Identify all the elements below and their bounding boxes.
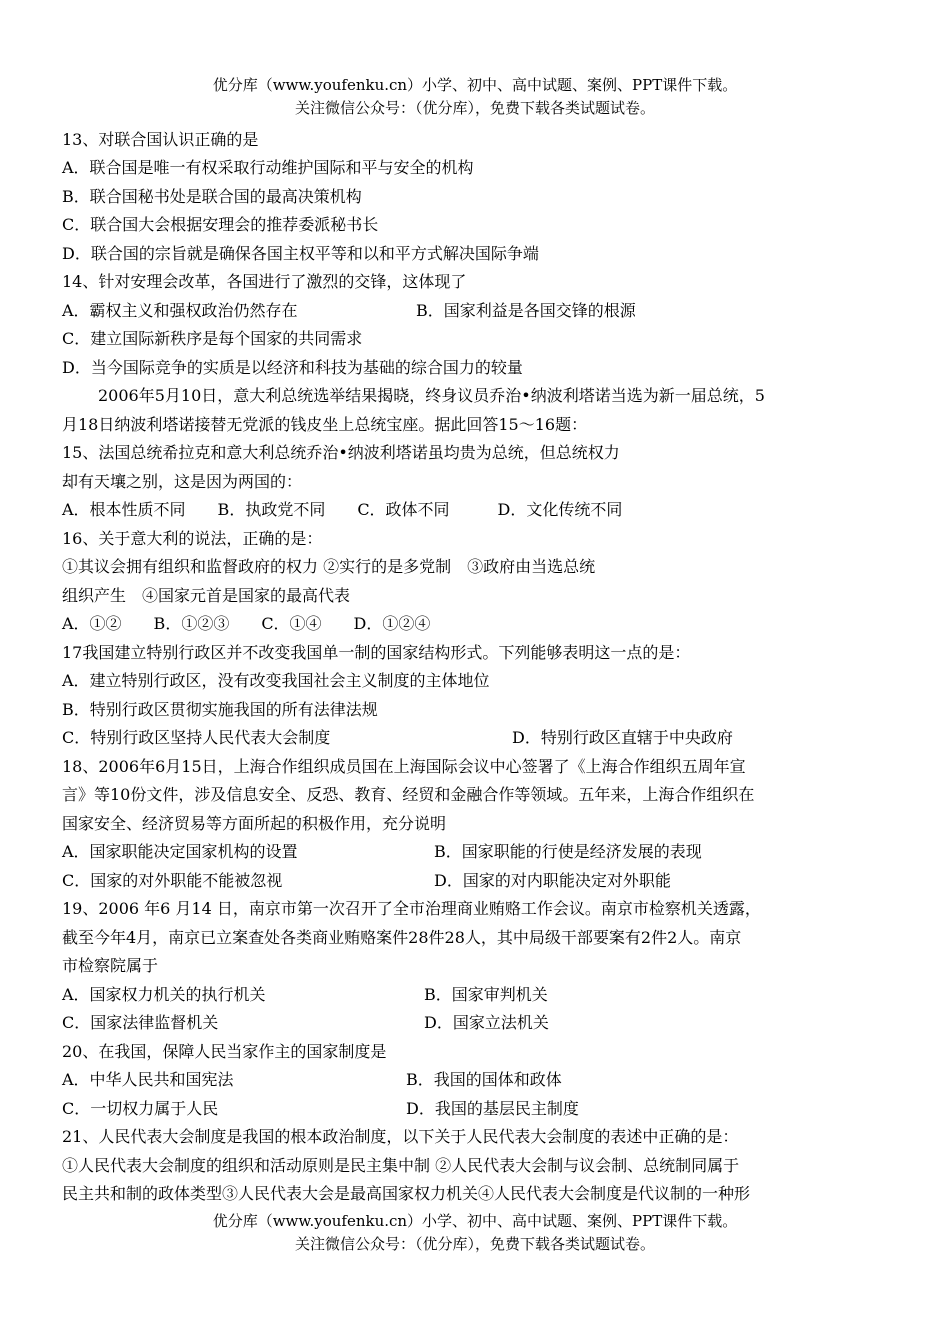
q18-option-a: A．国家职能决定国家机构的设置: [62, 842, 298, 861]
footer-line-2: 关注微信公众号：（优分库），免费下载各类试题试卷。: [294, 1235, 655, 1253]
q21-stem: 21、人民代表大会制度是我国的根本政治制度，以下关于人民代表大会制度的表述中正确的是：: [62, 1127, 739, 1146]
footer-line-1: 优分库（www.youfenku.cn）小学、初中、高中试题、案例、PPT课件下载。: [212, 1212, 738, 1230]
q13-option-c: C．联合国大会根据安理会的推荐委派秘书长: [62, 215, 379, 234]
q13-stem: 13、对联合国认识正确的是: [62, 130, 259, 149]
q17-option-d: D．特别行政区直辖于中央政府: [512, 728, 733, 747]
q14-option-a: A．霸权主义和强权政治仍然存在: [62, 301, 298, 320]
header-line-2: 关注微信公众号：（优分库），免费下载各类试题试卷。: [294, 99, 655, 117]
q16-items-1: ①其议会拥有组织和监督政府的权力 ②实行的是多党制 ③政府由当选总统: [62, 557, 596, 576]
q16-options: A．①② B．①②③ C．①④ D．①②④: [62, 614, 431, 633]
q14-option-c: C．建立国际新秩序是每个国家的共同需求: [62, 329, 363, 348]
q13-option-a: A．联合国是唯一有权采取行动维护国际和平与安全的机构: [62, 158, 474, 177]
q16-items-2: 组织产生 ④国家元首是国家的最高代表: [62, 586, 351, 605]
q19-stem-1: 19、2006 年6 月14 日，南京市第一次召开了全市治理商业贿赂工作会议。南京市检察机关透露，: [62, 899, 761, 918]
q20-option-a: A．中华人民共和国宪法: [62, 1070, 234, 1089]
q16-stem: 16、关于意大利的说法，正确的是：: [62, 529, 323, 548]
q14-option-d: D．当今国际竞争的实质是以经济和科技为基础的综合国力的较量: [62, 358, 523, 377]
q19-option-b: B．国家审判机关: [424, 985, 548, 1004]
q20-option-c: C．一切权力属于人民: [62, 1099, 219, 1118]
q19-option-c: C．国家法律监督机关: [62, 1013, 219, 1032]
q17-option-b: B．特别行政区贯彻实施我国的所有法律法规: [62, 700, 378, 719]
material-line-2: 月18日纳波利塔诺接替无党派的钱皮坐上总统宝座。据此回答15～16题：: [62, 415, 588, 434]
q19-option-d: D．国家立法机关: [424, 1013, 549, 1032]
material-line-1: 2006年5月10日，意大利总统选举结果揭晓，终身议员乔治•纳波利塔诺当选为新一届总统，5: [98, 386, 765, 405]
q18-stem-3: 国家安全、经济贸易等方面所起的积极作用，充分说明: [62, 814, 447, 833]
q18-option-b: B．国家职能的行使是经济发展的表现: [434, 842, 702, 861]
q17-stem: 17我国建立特别行政区并不改变我国单一制的国家结构形式。下列能够表明这一点的是：: [62, 643, 691, 662]
q19-stem-2: 截至今年4月，南京已立案查处各类商业贿赂案件28件28人，其中局级干部要案有2件2人。南京: [62, 928, 742, 947]
q17-option-c: C．特别行政区坚持人民代表大会制度: [62, 728, 331, 747]
header-line-1: 优分库（www.youfenku.cn）小学、初中、高中试题、案例、PPT课件下载。: [212, 76, 738, 94]
q19-option-a: A．国家权力机关的执行机关: [62, 985, 266, 1004]
q21-items-1: ①人民代表大会制度的组织和活动原则是民主集中制 ②人民代表大会制与议会制、总统制同属于: [62, 1156, 740, 1175]
q20-option-b: B．我国的国体和政体: [406, 1070, 562, 1089]
q18-option-d: D．国家的对内职能决定对外职能: [434, 871, 671, 890]
q15-options: A．根本性质不同 B．执政党不同 C．政体不同 D．文化传统不同: [62, 500, 623, 519]
q14-stem: 14、针对安理会改革，各国进行了激烈的交锋，这体现了: [62, 272, 467, 291]
q21-items-2: 民主共和制的政体类型③人民代表大会是最高国家权力机关④人民代表大会制度是代议制的一种形: [62, 1184, 751, 1203]
q19-stem-3: 市检察院属于: [62, 956, 159, 975]
q14-option-b: B．国家利益是各国交锋的根源: [416, 301, 636, 320]
q18-stem-1: 18、2006年6月15日，上海合作组织成员国在上海国际会议中心签署了《上海合作组织五周年宣: [62, 757, 746, 776]
q13-option-b: B．联合国秘书处是联合国的最高决策机构: [62, 187, 362, 206]
q18-option-c: C．国家的对外职能不能被忽视: [62, 871, 283, 890]
q15-stem-2: 却有天壤之别，这是因为两国的：: [62, 472, 303, 491]
q13-option-d: D．联合国的宗旨就是确保各国主权平等和以和平方式解决国际争端: [62, 244, 539, 263]
q17-option-a: A．建立特别行政区，没有改变我国社会主义制度的主体地位: [62, 671, 490, 690]
q18-stem-2: 言》等10份文件，涉及信息安全、反恐、教育、经贸和金融合作等领域。五年来，上海合作组织在: [62, 785, 755, 804]
q20-option-d: D．我国的基层民主制度: [406, 1099, 579, 1118]
q20-stem: 20、在我国，保障人民当家作主的国家制度是: [62, 1042, 387, 1061]
q15-stem-1: 15、法国总统希拉克和意大利总统乔治•纳波利塔诺虽均贵为总统，但总统权力: [62, 443, 620, 462]
